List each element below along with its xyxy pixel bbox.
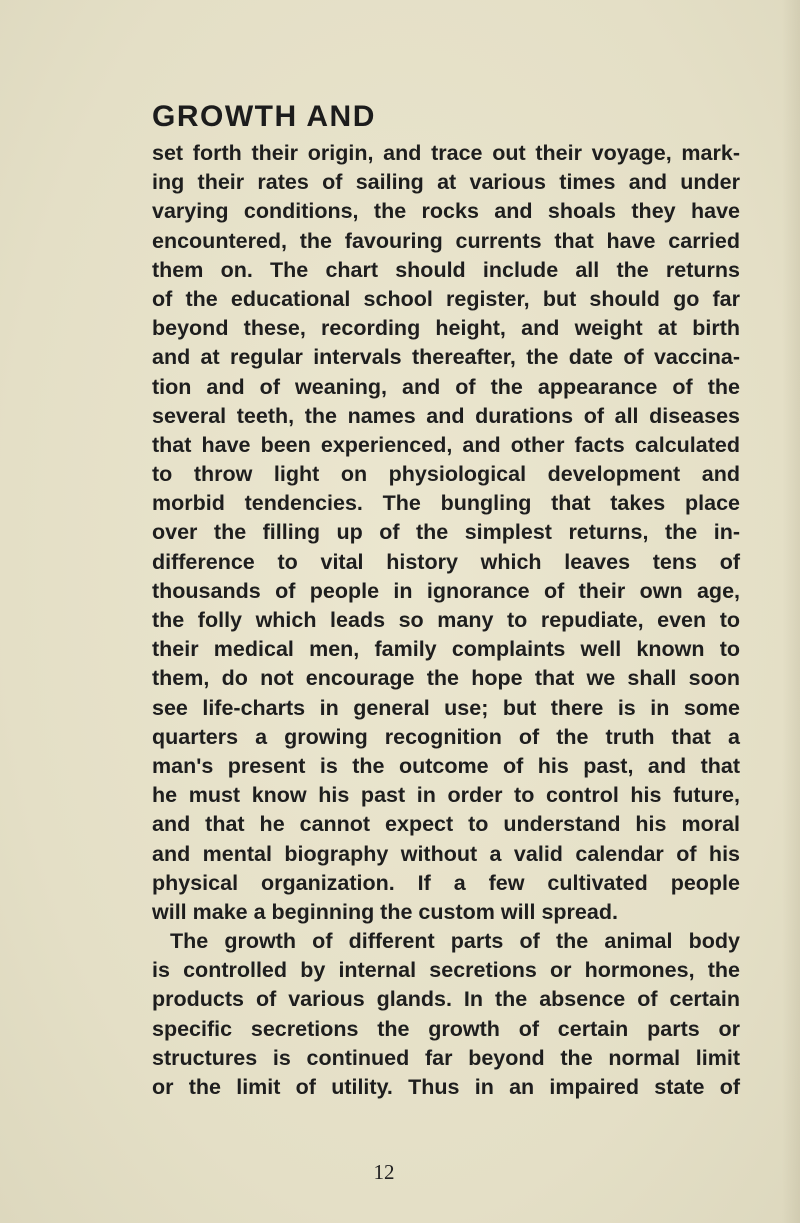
text-line: structures is continued far beyond the normal limit [152,1045,740,1070]
text-line: he must know his past in order to control his future, [152,783,740,808]
text-line: varying conditions, the rocks and shoals they have [152,199,740,224]
text-line: physical organization. If a few cultivated people [152,870,740,895]
text-line: see life-charts in general use; but there is in some [152,695,740,720]
text-line: ing their rates of sailing at various times and under [152,170,740,195]
text-line: to throw light on physiological development and [152,462,740,487]
text-line: set forth their origin, and trace out their voyage, mark- [152,141,740,165]
text-line: them, do not encourage the hope that we shall soon [152,666,740,691]
text-line: difference to vital history which leaves tens of [152,549,740,574]
text-line: products of various glands. In the absence of certain [152,987,740,1012]
text-line: and at regular intervals thereafter, the date of vaccina- [152,345,740,370]
text-line: quarters a growing recognition of the truth that a [152,724,740,749]
text-line: beyond these, recording height, and weight at birth [152,316,740,341]
text-line: man's present is the outcome of his past, and that [152,753,740,778]
text-line: of the educational school register, but should go far [152,286,740,311]
text-line: will make a beginning the custom will spread. [152,899,618,924]
text-line: is controlled by internal secretions or hormones, the [152,958,740,983]
text-line: several teeth, the names and durations of all diseases [152,403,740,428]
body-text [152,139,740,1102]
text-line: that have been experienced, and other facts calculated [152,432,740,457]
text-line: morbid tendencies. The bungling that takes place [152,491,740,516]
text-line: The growth of different parts of the animal body [170,929,740,954]
page-edge-shadow [782,0,800,1223]
text-line: them on. The chart should include all the returns [152,257,740,282]
running-head: GROWTH AND [152,100,376,133]
text-line: the folly which leads so many to repudiate, even to [152,608,740,632]
text-line: and mental biography without a valid calendar of his [152,841,740,866]
text-line: over the filling up of the simplest returns, the in- [152,520,740,545]
text-line: specific secretions the growth of certain parts or [152,1016,740,1041]
text-line: and that he cannot expect to understand his moral [152,812,740,837]
text-line: thousands of people in ignorance of their own age, [152,578,740,603]
page-number: 12 [373,1160,395,1184]
text-line: encountered, the favouring currents that have carried [152,228,740,253]
text-line: or the limit of utility. Thus in an impaired state of [152,1075,740,1099]
text-line: tion and of weaning, and of the appearance of the [152,374,740,399]
text-line: their medical men, family complaints well known to [152,637,740,662]
